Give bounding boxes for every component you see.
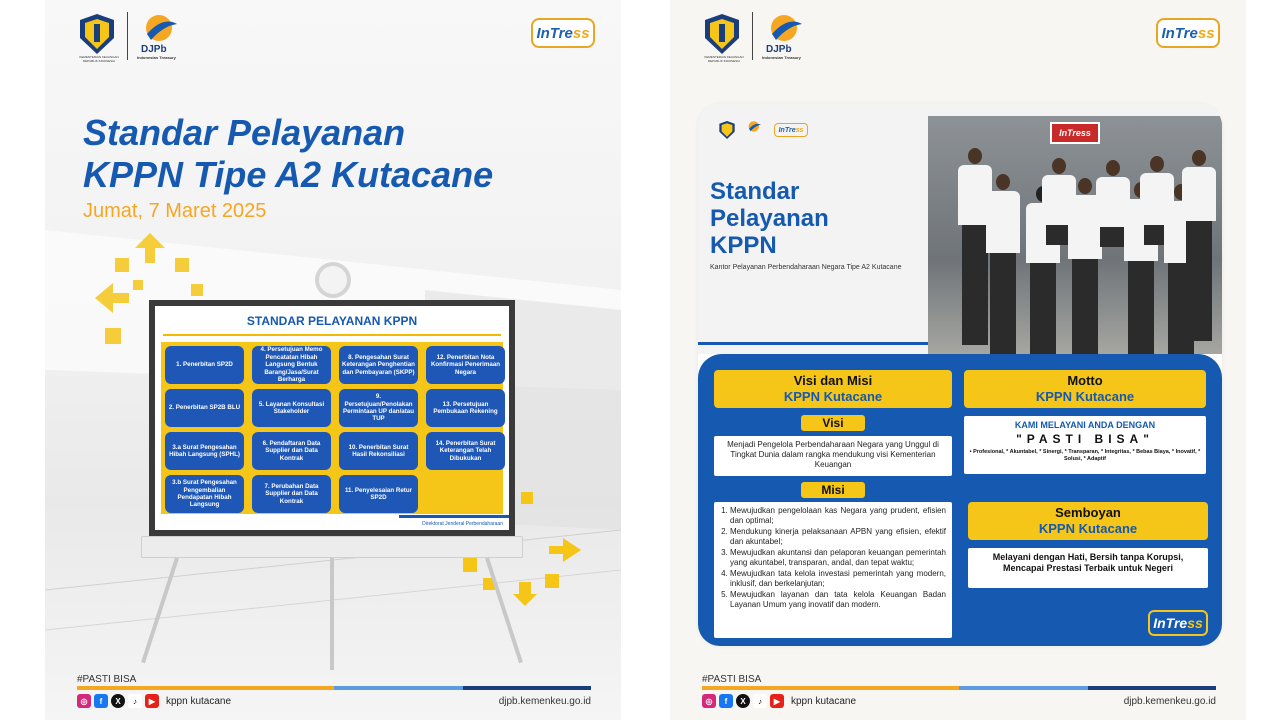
- person-figure: [1182, 150, 1216, 341]
- youtube-icon[interactable]: ▶: [145, 694, 159, 708]
- board-title: STANDAR PELAYANAN KPPN: [246, 314, 418, 328]
- semboyan-header: [968, 502, 1208, 540]
- services-grid: [165, 346, 505, 513]
- person-figure: [986, 174, 1020, 354]
- website-link[interactable]: djpb.kemenkeu.go.id: [1123, 696, 1216, 707]
- motto-header: [964, 370, 1206, 408]
- misi-item: 2. Mendukung kinerja pelaksanaan APBN yang efisien, efektif dan akuntabel;: [730, 527, 946, 547]
- djpb-subtitle: Indonesian Treasury: [762, 55, 801, 60]
- semboyan-title-2: KPPN Kutacane: [1038, 521, 1138, 536]
- tiktok-icon[interactable]: ♪: [128, 694, 142, 708]
- intress-card-logo: [1148, 610, 1208, 636]
- visi-text: Menjadi Pengelola Perbendaharaan Negara yang Unggul di Tingkat Dunia dalam rangka mendukung visi Kementerian Keuangan: [714, 436, 952, 476]
- misi-item: 1. Mewujudkan pengelolaan kas Negara yang prudent, efisien dan optimal;: [730, 506, 946, 526]
- page-title: [83, 112, 493, 196]
- footer-color-bar: [702, 686, 1216, 690]
- title-line-1: Standar Pelayanan: [83, 112, 406, 153]
- service-tile: 12. Penerbitan Nota Konfirmasi Penerimaan Negara: [426, 346, 505, 384]
- hashtag: #PASTI BISA: [702, 674, 762, 685]
- card-title-line-1: Standar: [710, 178, 800, 205]
- x-icon[interactable]: X: [736, 694, 750, 708]
- service-tile: 4. Persetujuan Memo Pencatatan Hibah Langsung Bentuk Barang/Jasa/Surat Berharga: [252, 346, 331, 384]
- slide-left: [45, 0, 621, 720]
- kemenkeu-logo: [702, 12, 742, 56]
- board-pin: [315, 262, 351, 298]
- kemenkeu-caption: KEMENTERIAN KEUANGAN REPUBLIK INDONESIA: [704, 55, 744, 63]
- service-tile: 2. Penerbitan SP2B BLU: [165, 389, 244, 427]
- title-line-2: KPPN Tipe A2 Kutacane: [83, 154, 494, 195]
- photo-sign: InTress: [1050, 122, 1100, 144]
- instagram-icon[interactable]: ◎: [702, 694, 716, 708]
- easel-leg: [330, 558, 334, 670]
- semboyan-box: [968, 548, 1208, 588]
- social-links: [702, 694, 856, 708]
- card-title: [710, 178, 829, 259]
- facebook-icon[interactable]: f: [94, 694, 108, 708]
- motto-values: • Profesional, * Akuntabel, * Sinergi, * Transparan, * Integritas, * Bebas Biaya, * Inovatif, * Solusi, * Adaptif: [969, 449, 1201, 462]
- djpb-subtitle: Indonesian Treasury: [137, 55, 176, 60]
- intress-mini-suffix: ss: [795, 126, 804, 134]
- publish-date: Jumat, 7 Maret 2025: [83, 200, 267, 222]
- card-mini-logos: [718, 120, 808, 140]
- misi-item: 4. Mewujudkan tata kelola investasi pemerintah yang modern, inklusif, dan berkelanjutan;: [730, 569, 946, 589]
- service-tile: 1. Penerbitan SP2D: [165, 346, 244, 384]
- info-card: [698, 104, 1222, 646]
- board-footer-text: Direktorat Jenderal Perbendaharaan: [422, 521, 503, 527]
- instagram-icon[interactable]: ◎: [77, 694, 91, 708]
- motto-box: [964, 416, 1206, 474]
- misi-label: Misi: [801, 482, 865, 498]
- intress-card-text: InTre: [1153, 615, 1188, 631]
- service-tile: 11. Penyelesaian Retur SP2D: [339, 475, 418, 513]
- intress-logo: [531, 18, 595, 48]
- intress-logo: [1156, 18, 1220, 48]
- misi-box: [714, 502, 952, 638]
- intress-card-suffix: ss: [1187, 615, 1203, 631]
- team-photo: [928, 116, 1222, 354]
- x-icon[interactable]: X: [111, 694, 125, 708]
- intress-mini-text: InTre: [778, 126, 796, 134]
- service-tile: 3.a Surat Pengesahan Hibah Langsung (SPHL): [165, 432, 244, 470]
- social-handle: kppn kutacane: [166, 695, 232, 707]
- card-title-line-3: KPPN: [710, 232, 777, 259]
- motto-title-1: Motto: [1067, 373, 1103, 388]
- visi-misi-header: [714, 370, 952, 408]
- service-tile: 10. Penerbitan Surat Hasil Rekonsiliasi: [339, 432, 418, 470]
- djpb-mini-logo: [744, 120, 766, 140]
- logo-separator: [752, 12, 753, 60]
- intress-text: InTre: [536, 24, 573, 42]
- service-tile: 13. Persetujuan Pembukaan Rekening: [426, 389, 505, 427]
- footer-color-bar: [77, 686, 591, 690]
- djpb-label: DJPb: [766, 44, 792, 55]
- youtube-icon[interactable]: ▶: [770, 694, 784, 708]
- kemenkeu-logo: [77, 12, 117, 56]
- facebook-icon[interactable]: f: [719, 694, 733, 708]
- card-header-stripe: [698, 342, 928, 345]
- semboyan-title-1: Semboyan: [1055, 505, 1121, 520]
- website-link[interactable]: djpb.kemenkeu.go.id: [498, 696, 591, 707]
- hashtag: #PASTI BISA: [77, 674, 137, 685]
- service-tile: 8. Pengesahan Surat Keterangan Penghentian dan Pembayaran (SKPP): [339, 346, 418, 384]
- motto-line-1: KAMI MELAYANI ANDA DENGAN: [1014, 420, 1156, 430]
- board-tray: [141, 536, 523, 558]
- board-footer-bar: [399, 515, 509, 518]
- card-title-line-2: Pelayanan: [710, 205, 829, 232]
- misi-item: 5. Mewujudkan layanan dan tata kelola Keuangan Badan Layanan Umum yang inovatif dan modern.: [730, 590, 946, 610]
- card-subtitle: Kantor Pelayanan Perbendaharaan Negara Tipe A2 Kutacane: [710, 264, 902, 271]
- service-tile: 3.b Surat Pengesahan Pengembalian Pendapatan Hibah Langsung: [165, 475, 244, 513]
- intress-mini-logo: [774, 123, 808, 137]
- tiktok-icon[interactable]: ♪: [753, 694, 767, 708]
- kemenkeu-mini-logo: [718, 120, 736, 140]
- card-content: [698, 354, 1222, 646]
- visi-misi-title-2: KPPN Kutacane: [783, 389, 883, 404]
- logo-separator: [127, 12, 128, 60]
- motto-line-2: "PASTI BISA": [1016, 432, 1154, 446]
- misi-list: [720, 506, 946, 610]
- visi-label: Visi: [801, 415, 865, 431]
- social-links: [77, 694, 231, 708]
- misi-item: 3. Mewujudkan akuntansi dan pelaporan keuangan pemerintah yang akuntabel, transparan, andal, dan tepat waktu;: [730, 548, 946, 568]
- intress-text: InTre: [1161, 24, 1198, 42]
- semboyan-text: Melayani dengan Hati, Bersih tanpa Korupsi, Mencapai Prestasi Terbaik untuk Negeri: [992, 552, 1184, 573]
- service-tile: 5. Layanan Konsultasi Stakeholder: [252, 389, 331, 427]
- board-screen: [155, 306, 509, 530]
- board-title-underline: [163, 334, 501, 336]
- kemenkeu-caption: KEMENTERIAN KEUANGAN REPUBLIK INDONESIA: [79, 55, 119, 63]
- service-tile: 7. Perubahan Data Supplier dan Data Kontrak: [252, 475, 331, 513]
- service-tile: 6. Pendaftaran Data Supplier dan Data Kontrak: [252, 432, 331, 470]
- slide-right: [670, 0, 1246, 720]
- social-handle: kppn kutacane: [791, 695, 857, 707]
- visi-misi-title-1: Visi dan Misi: [793, 373, 873, 388]
- service-tile: 14. Penerbitan Surat Keterangan Telah Dibukukan: [426, 432, 505, 470]
- service-tile: 9. Persetujuan/Penolakan Permintaan UP dan/atau TUP: [339, 389, 418, 427]
- intress-suffix: ss: [1197, 24, 1215, 42]
- service-tile-empty: [426, 475, 505, 513]
- motto-title-2: KPPN Kutacane: [1035, 389, 1135, 404]
- intress-suffix: ss: [572, 24, 590, 42]
- presentation-board: [149, 300, 515, 536]
- djpb-label: DJPb: [141, 44, 167, 55]
- card-header: [698, 104, 1222, 354]
